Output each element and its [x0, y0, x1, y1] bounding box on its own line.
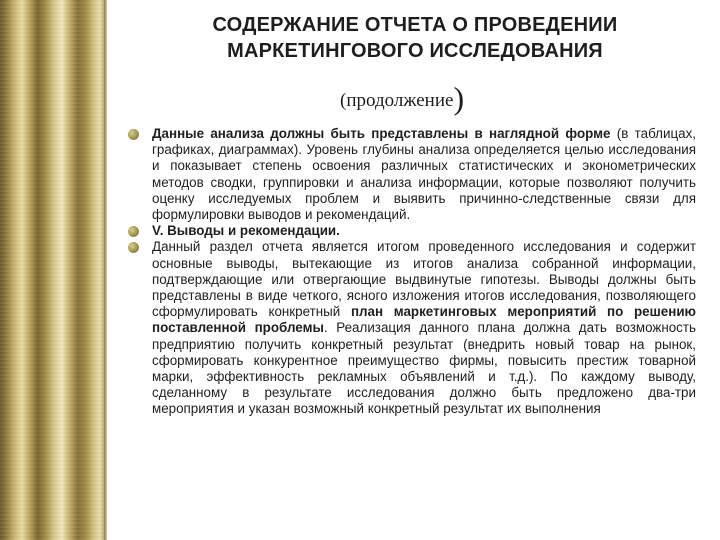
bullet-text: Данный раздел отчета является итогом проведенного исследования и содержит основные выводы, вытекающие из итогов анализа собранной информации, подтверждающие или отвергающие выдвинутые гипотезы. Выводы должны быть представлены в виде четкого, ясного изложения итогов исследования, позволяющего сформулировать конкретный: [152, 239, 696, 320]
frame-edge-divider: [104, 0, 107, 540]
slide-title-line-2: МАРКЕТИНГОВОГО ИССЛЕДОВАНИЯ: [227, 40, 603, 62]
bullet-item-conclusions-body: [128, 239, 696, 417]
bullet-paragraph: [152, 239, 696, 417]
bullet-bold-text: Данные анализа должны быть представлены в наглядной форме: [152, 126, 611, 141]
bullet-text: (в таблицах, графиках, диаграммах). Уровень глубины анализа определяется целью исследования и показывает степень освоения различных статистических и эконометрических методов сводки, группировки и анализа информации, которые позволяют получить оценку исследуемых проблем и выявить причинно-следственные связи для формулировки выводов и рекомендаций.: [152, 126, 696, 223]
bullet-text-continued: . Реализация данного плана должна дать возможность предприятию получить конкретный результат (внедрить новый товар на рынок, сформировать конкурентное преимущество фирмы, повысить престиж товарной марки, эффективность рекламных объявлений и т.д.). По каждому выводу, сделанному в результате исследования должно быть предложено два-три мероприятия и указан возможный конкретный результат их выполнения: [152, 320, 696, 417]
bullet-bold-text: V. Выводы и рекомендации.: [152, 223, 340, 239]
bullet-paragraph: [152, 126, 696, 223]
bullet-icon: [128, 242, 139, 253]
slide-title-line-1: СОДЕРЖАНИЕ ОТЧЕТА О ПРОВЕДЕНИИ: [212, 14, 618, 36]
bullet-item-analysis: [128, 126, 696, 223]
slide-subtitle-paren: ): [453, 80, 465, 116]
bullet-item-conclusions-heading: [128, 223, 696, 239]
slide-title: [115, 12, 715, 64]
slide-subtitle: [340, 80, 464, 117]
decorative-gold-frame: [0, 0, 104, 540]
slide-subtitle-text: (продолжение: [340, 90, 454, 111]
bullet-icon: [128, 129, 139, 140]
bullet-paragraph: [152, 223, 696, 239]
bullet-icon: [128, 226, 139, 237]
slide-body: [128, 126, 696, 418]
bullet-bold-text: план маркетинговых мероприятий по решению поставленной проблемы: [152, 304, 696, 336]
